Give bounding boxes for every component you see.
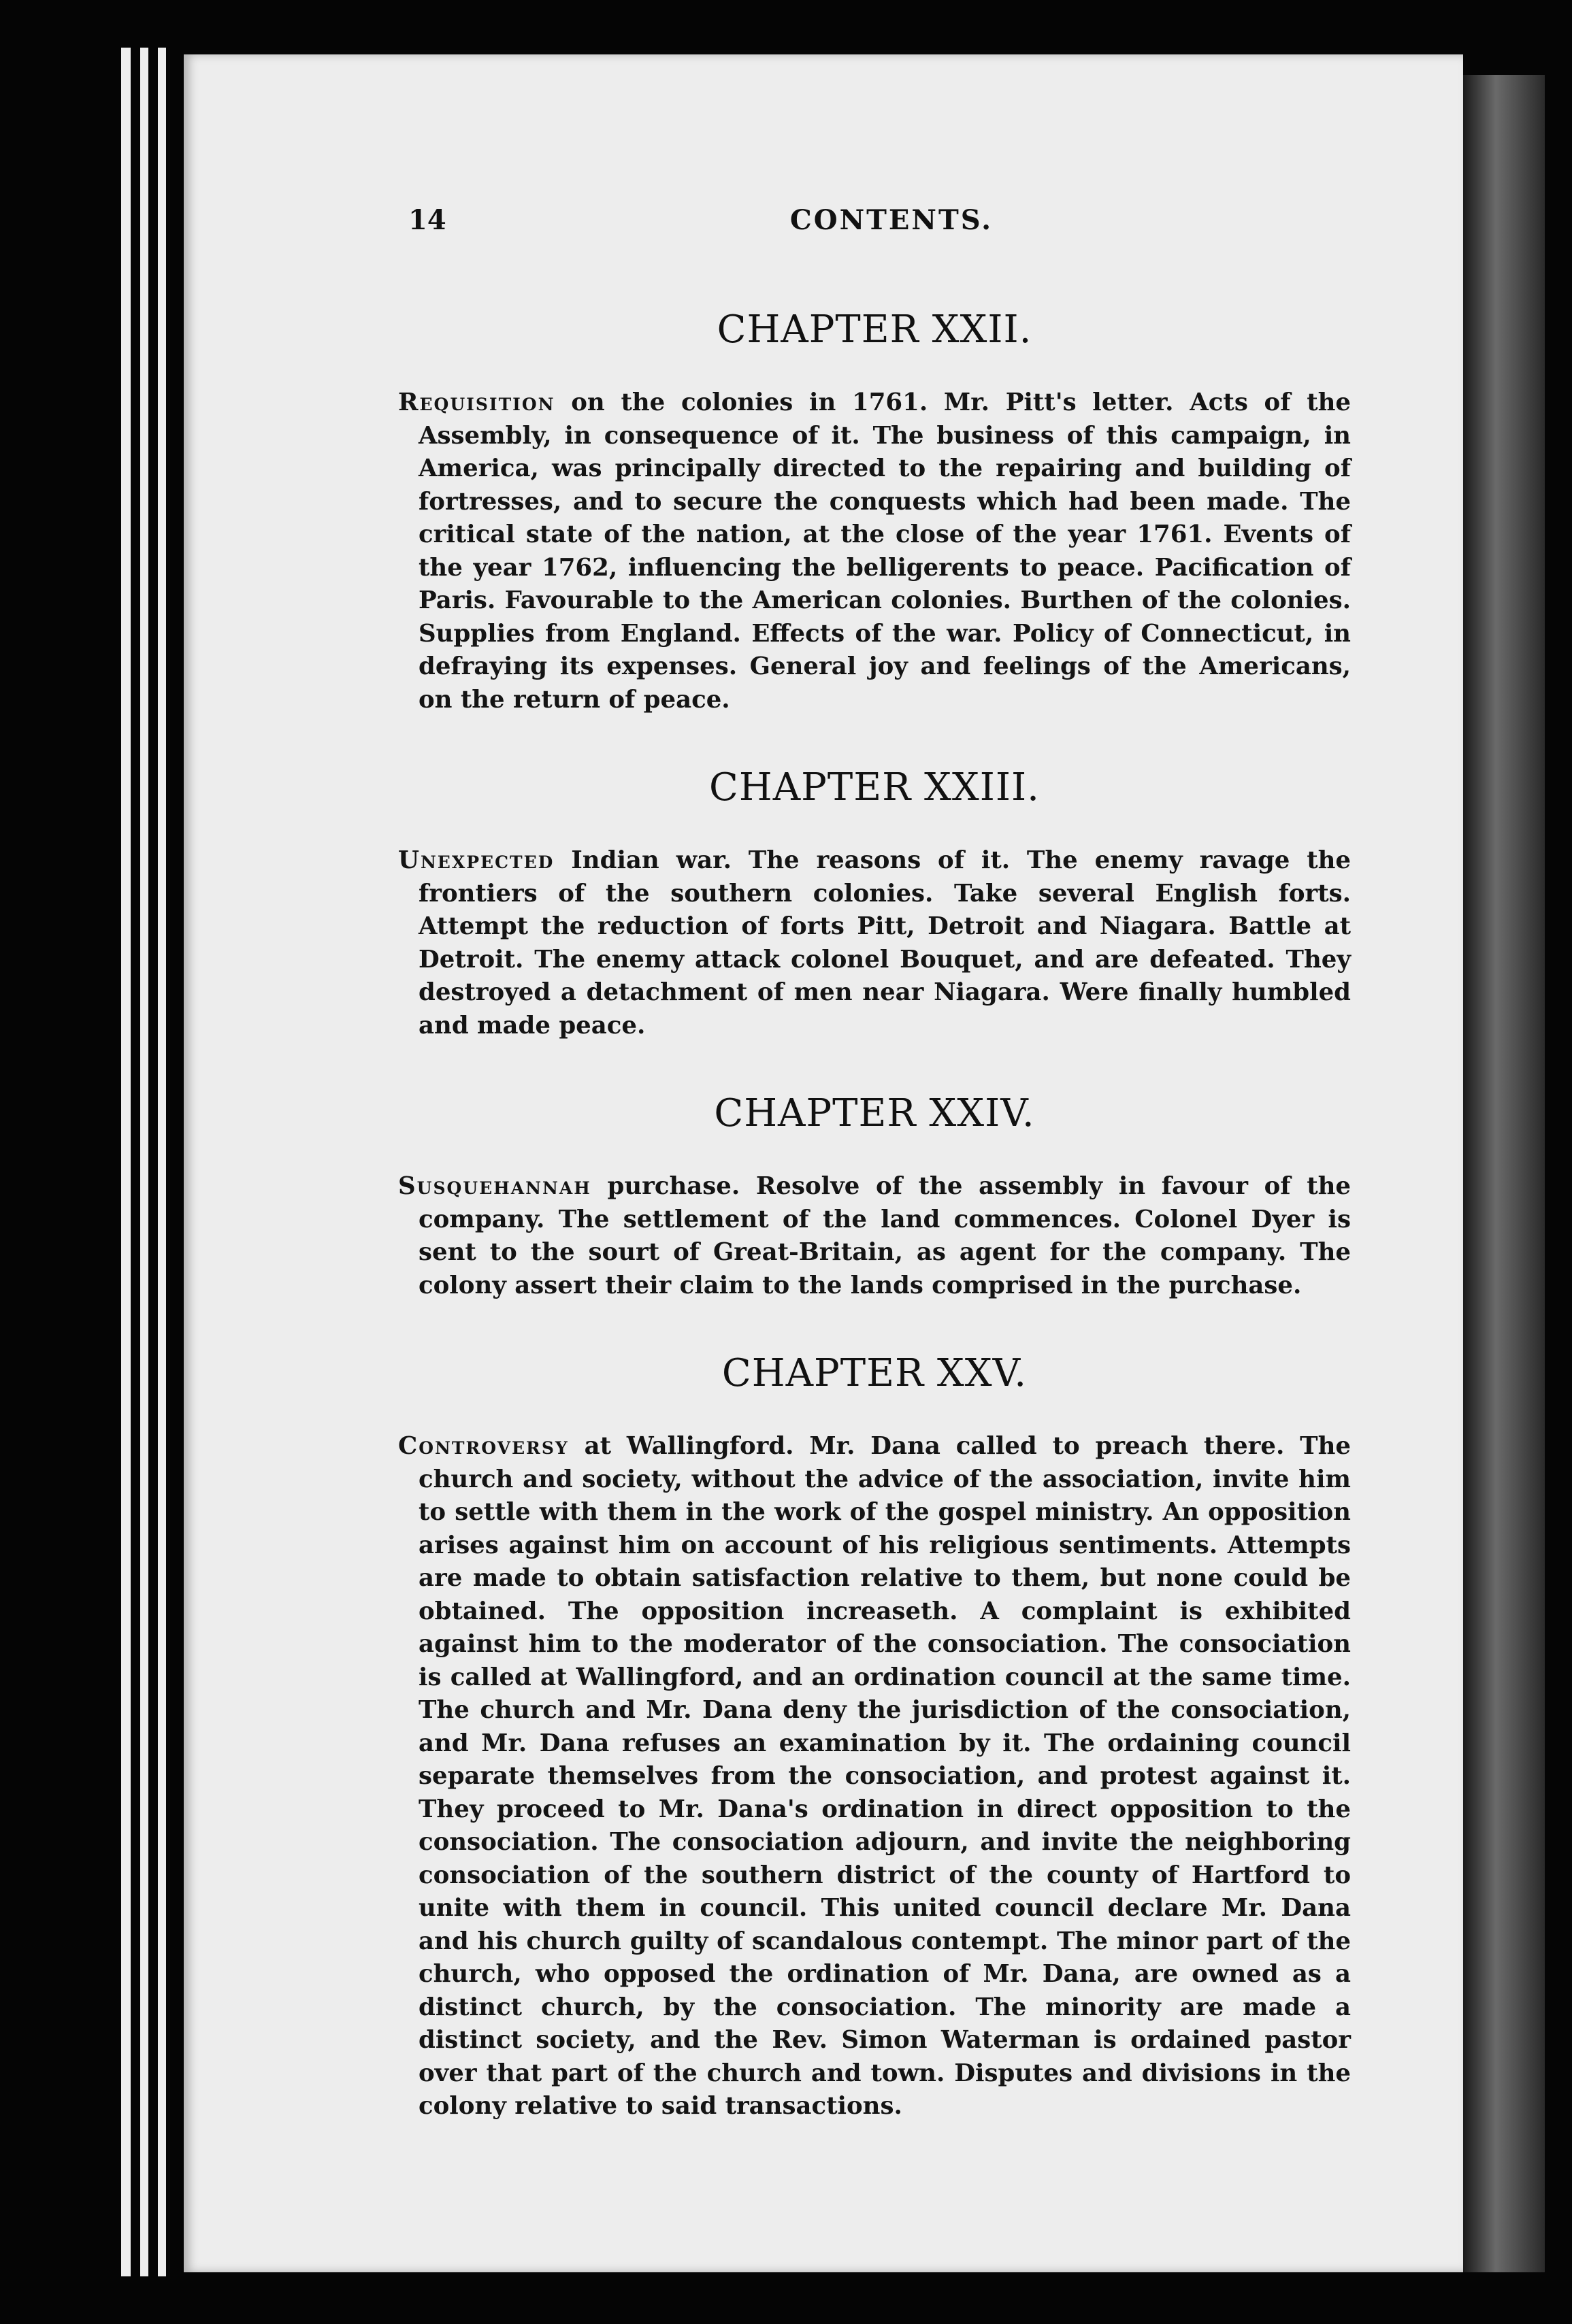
chapter-entry-xxii <box>398 306 1351 716</box>
chapter-entry-xxiii <box>398 764 1351 1042</box>
summary-text: on the colonies in 1761. Mr. Pitt's letter. Acts of the Assembly, in consequence of it. The business of this campaign, in America, was principally directed to the repairing and building of fortresses, and to secure the conquests which had been made. The critical state of the nation, at the close of the year 1761. Events of the year 1762, influencing the belligerents to peace. Pacification of Paris. Favourable to the American colonies. Burthen of the colonies. Supplies from England. Effects of the war. Policy of Connecticut, in defraying its expenses. General joy and feelings of the Americans, on the return of peace. <box>419 388 1351 714</box>
lead-word: Susquehannah <box>398 1172 591 1200</box>
page-number: 14 <box>408 204 446 236</box>
summary-text: purchase. Resolve of the assembly in favour of the company. The settlement of the land commences. Colonel Dyer is sent to the sourt of Great-Britain, as agent for the company. The colony assert their claim to the lands comprised in the purchase. <box>419 1172 1351 1299</box>
chapter-heading: CHAPTER XXIV. <box>714 1091 1035 1135</box>
lead-word: Controversy <box>398 1432 569 1460</box>
contents-listing <box>398 306 1351 2171</box>
running-title: CONTENTS. <box>789 204 994 236</box>
chapter-summary <box>398 1430 1351 2123</box>
chapter-heading: CHAPTER XXV. <box>721 1351 1028 1395</box>
binding-edge-strip <box>140 48 148 2276</box>
chapter-summary <box>398 1170 1351 1302</box>
chapter-heading: CHAPTER XXIII. <box>709 765 1040 810</box>
summary-text: Indian war. The reasons of it. The enemy ravage the frontiers of the southern colonies. Take several English forts. Attempt the reduction of forts Pitt, Detroit and Niagara. Battle at Detroit. The enemy attack colonel Bouquet, and are defeated. They destroyed a detachment of men near Niagara. Were finally humbled and made peace. <box>419 846 1351 1040</box>
chapter-summary <box>398 386 1351 716</box>
chapter-entry-xxv <box>398 1350 1351 2123</box>
chapter-summary <box>398 844 1351 1042</box>
binding-edge-strip <box>158 48 166 2276</box>
running-head <box>408 204 1375 245</box>
page-gutter-shadow <box>1463 75 1545 2272</box>
chapter-entry-xxiv <box>398 1090 1351 1302</box>
lead-word: Unexpected <box>398 846 555 874</box>
binding-edge-strip <box>121 48 131 2276</box>
lead-word: Requisition <box>398 388 555 416</box>
summary-text: at Wallingford. Mr. Dana called to preach there. The church and society, without the advice of the association, invite him to settle with them in the work of the gospel ministry. An opposition arises against him on account of his religious sentiments. Attempts are made to obtain satisfaction relative to them, but none could be obtained. The opposition increaseth. A complaint is exhibited against him to the moderator of the consociation. The consociation is called at Wallingford, and an ordination council at the same time. The church and Mr. Dana deny the jurisdiction of the consociation, and Mr. Dana refuses an examination by it. The ordaining council separate themselves from the consociation, and protest against it. They proceed to Mr. Dana's ordination in direct opposition to the consociation. The consociation adjourn, and invite the neighboring consociation of the southern district of the county of Hartford to unite with them in council. This united council declare Mr. Dana and his church guilty of scandalous contempt. The minor part of the church, who opposed the ordination of Mr. Dana, are owned as a distinct church, by the consociation. The minority are made a distinct society, and the Rev. Simon Waterman is ordained pastor over that part of the church and town. Disputes and divisions in the colony relative to said transactions. <box>419 1432 1351 2120</box>
chapter-heading: CHAPTER XXII. <box>717 308 1032 352</box>
